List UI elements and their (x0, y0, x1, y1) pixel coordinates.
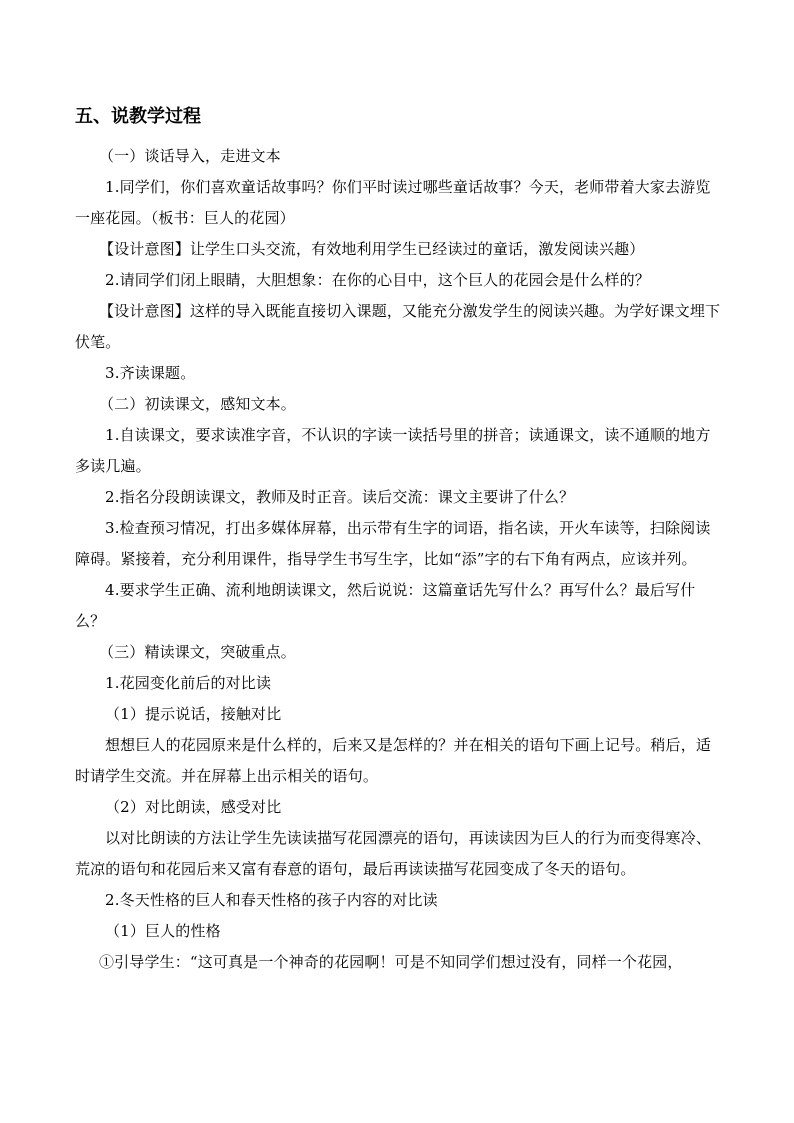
section-title: 五、说教学过程 (75, 106, 201, 127)
paragraph: 1.同学们，你们喜欢童话故事吗？你们平时读过哪些童话故事？今天，老师带着大家去游览一座花园。（板书：巨人的花园） (75, 178, 711, 227)
design-intent-note: 【设计意图】这样的导入既能直接切入课题，又能充分激发学生的阅读兴趣。为学好课文埋下伏笔。 (75, 302, 721, 351)
paragraph: 以对比朗读的方法让学生先读读描写花园漂亮的语句，再读读因为巨人的行为而变得寒冷、荒凉的语句和花园后来又富有春意的语句，最后再读读描写花园变成了冬天的语句。 (75, 829, 712, 878)
design-intent-note: 【设计意图】让学生口头交流，有效地利用学生已经读过的童话，激发阅读兴趣） (99, 240, 645, 258)
paragraph: （1）巨人的性格 (105, 922, 221, 940)
paragraph: 3.齐读课题。 (105, 364, 196, 382)
paragraph: （1）提示说话，接触对比 (105, 705, 282, 723)
subsection-heading: （二）初读课文，感知文本。 (99, 395, 296, 413)
paragraph: 2.冬天性格的巨人和春天性格的孩子内容的对比读 (105, 891, 438, 909)
paragraph: （2）对比朗读，感受对比 (105, 798, 282, 816)
paragraph: 1.自读课文，要求读准字音，不认识的字读一读括号里的拼音；读通课文，读不通顺的地方多读几遍。 (75, 426, 711, 475)
paragraph: 想想巨人的花园原来是什么样的，后来又是怎样的？并在相关的语句下画上记号。稍后，适时请学生交流。并在屏幕上出示相关的语句。 (75, 736, 712, 785)
paragraph: 2.指名分段朗读课文，教师及时正音。读后交流：课文主要讲了什么？ (105, 488, 575, 506)
paragraph: 2.请同学们闭上眼睛，大胆想象：在你的心目中，这个巨人的花园会是什么样的？ (105, 271, 650, 289)
subsection-heading: （一）谈话导入，走进文本 (99, 147, 281, 165)
body-text (75, 141, 723, 978)
subsection-heading: （三）精读课文，突破重点。 (99, 643, 296, 661)
paragraph: 1.花园变化前后的对比读 (105, 674, 272, 692)
paragraph: ①引导学生：“这可真是一个神奇的花园啊！可是不知同学们想过没有，同样一个花园， (99, 953, 683, 971)
paragraph: 3.检查预习情况，打出多媒体屏幕，出示带有生字的词语，指名读，开火车读等，扫除阅读障碍。紧接着，充分利用课件，指导学生书写生字，比如“添”字的右下角有两点，应该并列。 (75, 519, 711, 568)
paragraph: 4.要求学生正确、流利地朗读课文，然后说说：这篇童话先写什么？再写什么？最后写什么？ (75, 581, 696, 630)
